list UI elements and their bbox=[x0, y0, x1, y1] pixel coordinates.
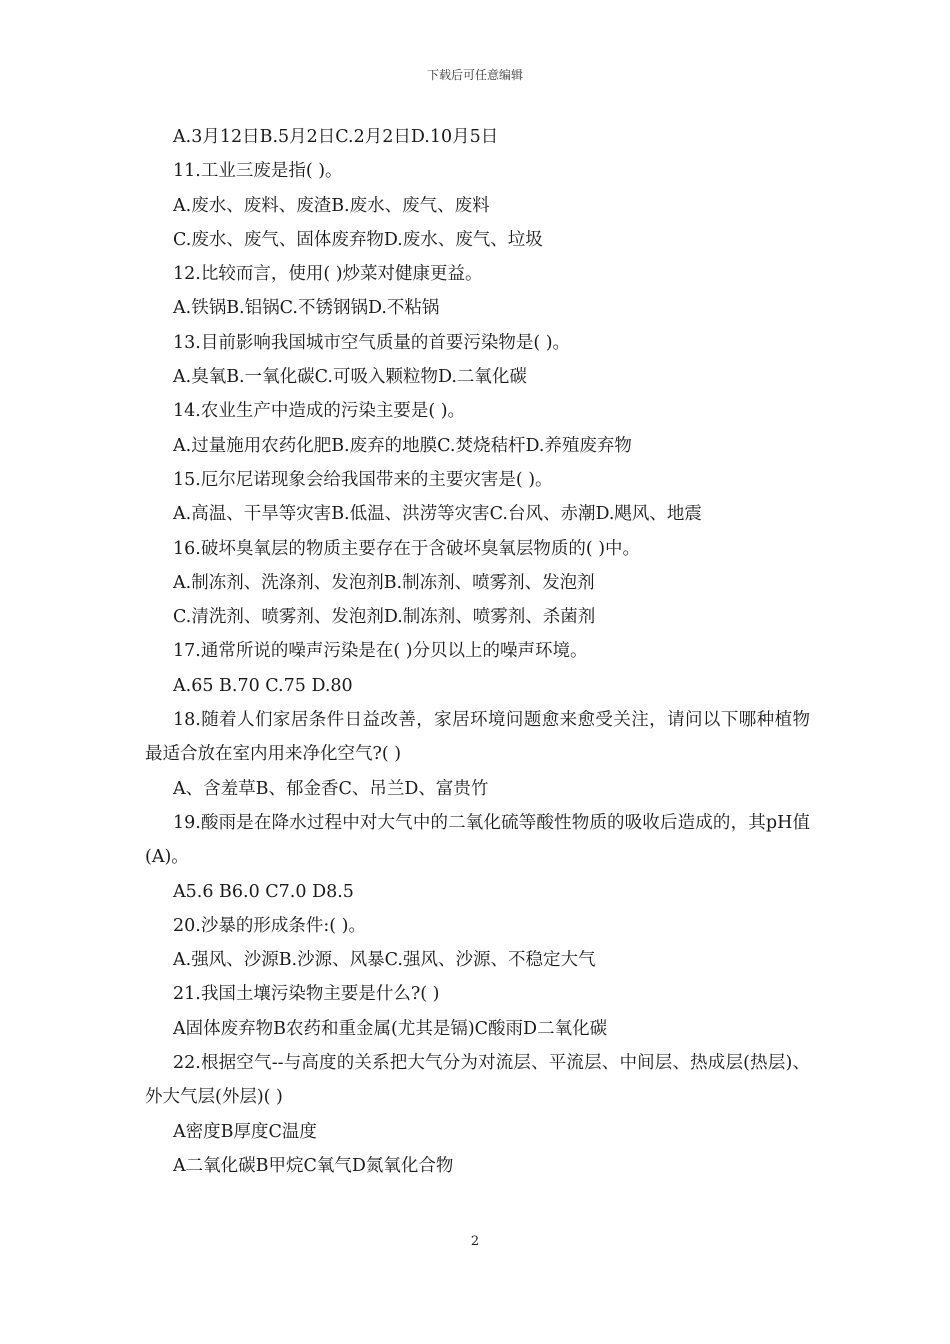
options-q15: A.高温、干旱等灾害B.低温、洪涝等灾害C.台风、赤潮D.飓风、地震 bbox=[173, 504, 702, 525]
options-extra: A二氧化碳B甲烷C氧气D氮氧化合物 bbox=[173, 1155, 454, 1176]
options-q16-a: A.制冻剂、洗涤剂、发泡剂B.制冻剂、喷雾剂、发泡剂 bbox=[173, 572, 595, 593]
question-21: 21.我国土壤污染物主要是什么?( ) bbox=[173, 984, 440, 1005]
options-q11-a: A.废水、废料、废渣B.废水、废气、废料 bbox=[173, 195, 490, 216]
options-q12: A.铁锅B.铝锅C.不锈钢锅D.不粘锅 bbox=[173, 298, 440, 319]
question-18: 18.随着人们家居条件日益改善，家居环境问题愈来愈受关注，请问以下哪种植物最适合放在室内用来净化空气?( ) bbox=[145, 710, 810, 765]
question-13: 13.目前影响我国城市空气质量的首要污染物是( )。 bbox=[173, 332, 571, 353]
page-header: 下载后可任意编辑 bbox=[426, 68, 523, 82]
options-q11-b: C.废水、废气、固体废弃物D.废水、废气、垃圾 bbox=[173, 229, 543, 250]
question-17: 17.通常所说的噪声污染是在( )分贝以上的噪声环境。 bbox=[173, 641, 588, 662]
question-15: 15.厄尔尼诺现象会给我国带来的主要灾害是( )。 bbox=[173, 469, 553, 490]
options-q18: A、含羞草B、郁金香C、吊兰D、富贵竹 bbox=[173, 778, 489, 799]
options-q16-b: C.清洗剂、喷雾剂、发泡剂D.制冻剂、喷雾剂、杀菌剂 bbox=[173, 607, 596, 628]
options-q13: A.臭氧B.一氧化碳C.可吸入颗粒物D.二氧化碳 bbox=[173, 367, 527, 388]
question-22: 22.根据空气--与高度的关系把大气分为对流层、平流层、中间层、热成层(热层)、外大气层(外层)( ) bbox=[145, 1053, 810, 1108]
question-12: 12.比较而言，使用( )炒菜对健康更益。 bbox=[173, 264, 483, 285]
options-q17: A.65 B.70 C.75 D.80 bbox=[173, 675, 353, 696]
options-q19: A5.6 B6.0 C7.0 D8.5 bbox=[173, 881, 354, 902]
options-q10: A.3月12日B.5月2日C.2月2日D.10月5日 bbox=[173, 127, 499, 147]
options-q14: A.过量施用农药化肥B.废弃的地膜C.焚烧秸杆D.养殖废弃物 bbox=[173, 435, 632, 456]
options-q21: A固体废弃物B农药和重金属(尤其是镉)C酸雨D二氧化碳 bbox=[173, 1018, 608, 1039]
question-11: 11.工业三废是指( )。 bbox=[173, 161, 343, 182]
document-body bbox=[145, 120, 810, 1183]
question-20: 20.沙暴的形成条件:( )。 bbox=[173, 915, 366, 936]
question-14: 14.农业生产中造成的污染主要是( )。 bbox=[173, 401, 466, 422]
question-16: 16.破坏臭氧层的物质主要存在于含破坏臭氧层物质的( )中。 bbox=[173, 538, 641, 559]
question-19: 19.酸雨是在降水过程中对大气中的二氧化硫等酸性物质的吸收后造成的，其pH值(A)。 bbox=[145, 812, 810, 868]
page-number: 2 bbox=[470, 1234, 480, 1249]
options-q20: A.强风、沙源B.沙源、风暴C.强风、沙源、不稳定大气 bbox=[173, 950, 596, 971]
options-q22: A密度B厚度C温度 bbox=[173, 1121, 317, 1142]
